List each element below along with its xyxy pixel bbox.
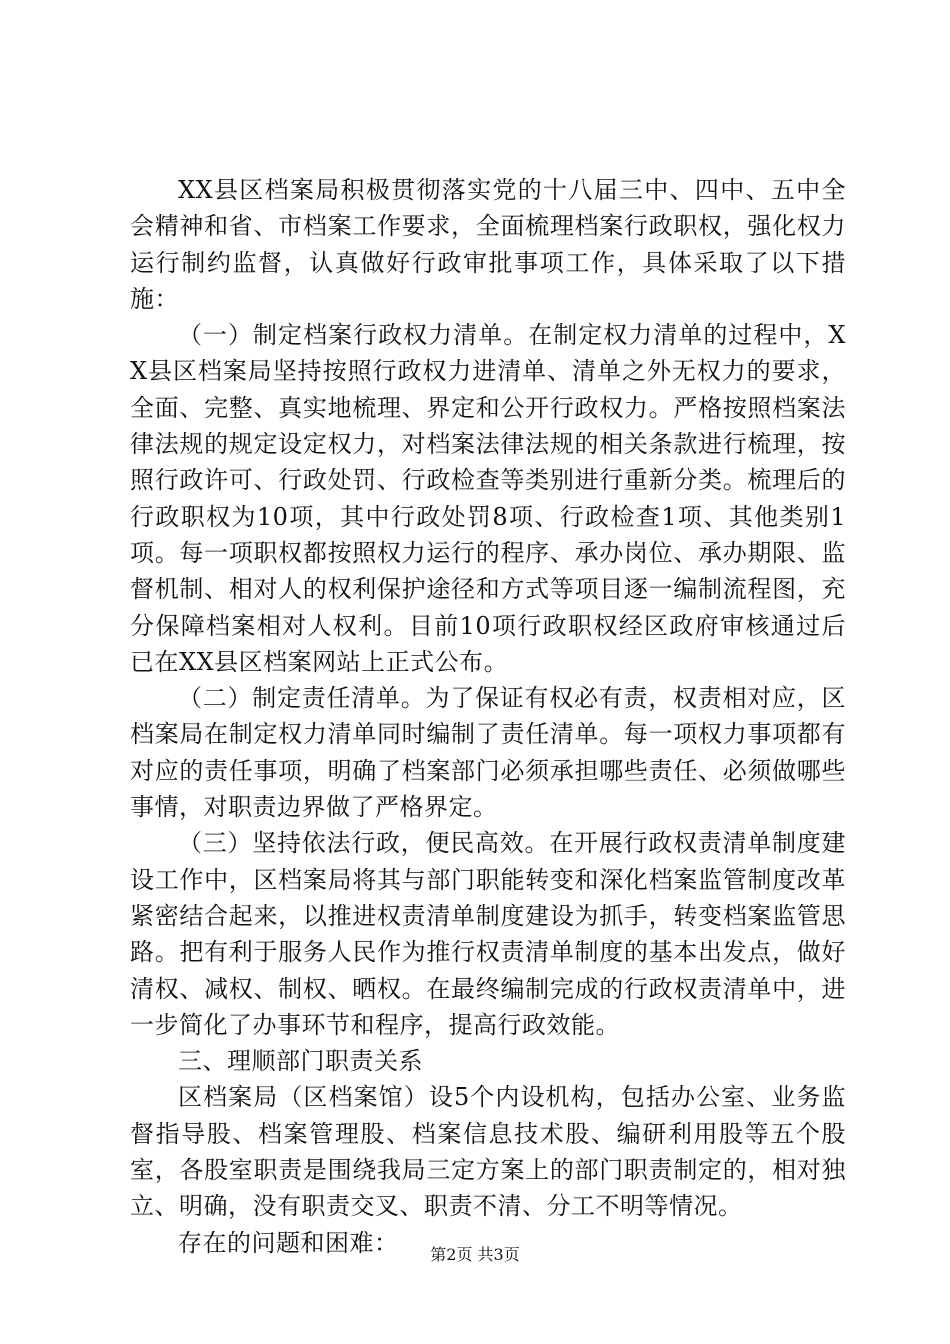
responsibility-list-paragraph: （二）制定责任清单。为了保证有权必有责，权责相对应，区档案局在制定权力清单同时编制了责任清单。每一项权力事项都有对应的责任事项，明确了档案部门必须承担哪些责任、必须做哪些事情，对职责边界做了严格界定。 <box>130 684 846 822</box>
intro-paragraph: XX县区档案局积极贯彻落实党的十八届三中、四中、五中全会精神和省、市档案工作要求，全面梳理档案行政职权，强化权力运行制约监督，认真做好行政审批事项工作，具体采取了以下措施： <box>130 176 846 313</box>
page-footer: 第2页 共3页 <box>430 1245 520 1264</box>
problems-heading: 存在的问题和困难： <box>178 1228 399 1257</box>
document-body <box>130 172 846 1261</box>
section-heading: 三、理顺部门职责关系 <box>178 1047 423 1076</box>
power-list-paragraph: （一）制定档案行政权力清单。在制定权力清单的过程中，XX县区档案局坚持按照行政权力进清单、清单之外无权力的要求，全面、完整、真实地梳理、界定和公开行政权力。严格按照档案法律法规的规定设定权力，对档案法律法规的相关条款进行梳理，按照行政许可、行政处罚、行政检查等类别进行重新分类。梳理后的行政职权为10项，其中行政处罚8项、行政检查1项、其他类别1项。每一项职权都按照权力运行的程序、承办岗位、承办期限、监督机制、相对人的权利保护途径和方式等项目逐一编制流程图，充分保障档案相对人权利。目前10项行政职权经区政府审核通过后已在XX县区档案网站上正式公布。 <box>130 321 846 676</box>
internal-structure-paragraph: 区档案局（区档案馆）设5个内设机构，包括办公室、业务监督指导股、档案管理股、档案信息技术股、编研利用股等五个股室，各股室职责是围绕我局三定方案上的部门职责制定的，相对独立、明确，没有职责交叉、职责不清、分工不明等情况。 <box>130 1083 846 1221</box>
lawful-administration-paragraph: （三）坚持依法行政，便民高效。在开展行政权责清单制度建设工作中，区档案局将其与部门职能转变和深化档案监管制度改革紧密结合起来，以推进权责清单制度建设为抓手，转变档案监管思路。把有利于服务人民作为推行权责清单制度的基本出发点，做好清权、减权、制权、晒权。在最终编制完成的行政权责清单中，进一步简化了办事环节和程序，提高行政效能。 <box>130 829 846 1039</box>
